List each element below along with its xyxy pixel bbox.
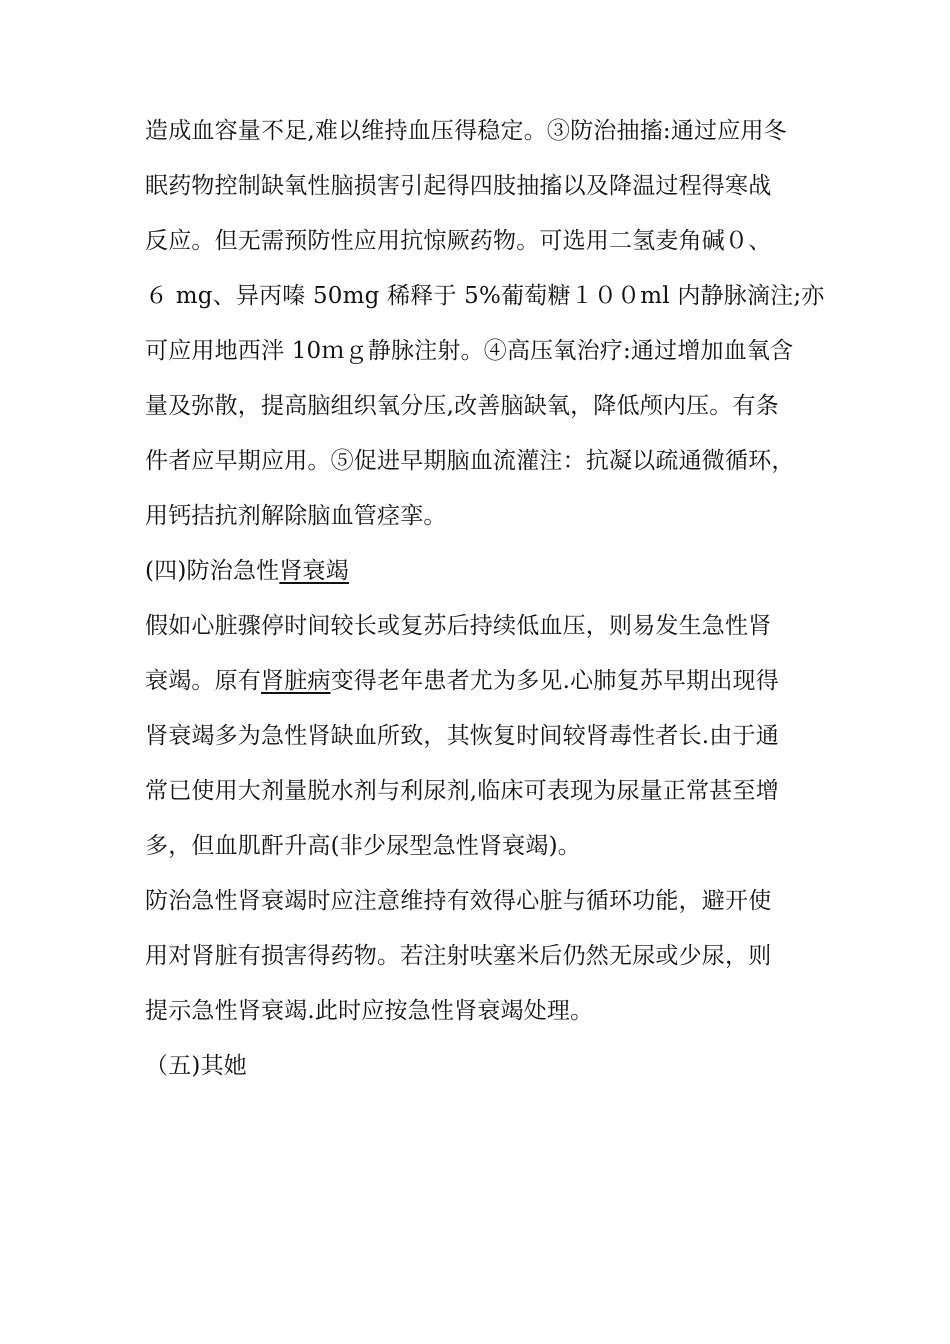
paragraph-treatment-measures bbox=[145, 104, 825, 544]
section-heading-4 bbox=[145, 544, 825, 599]
text-line: 肾衰竭多为急性肾缺血所致，其恢复时间较肾毒性者长.由于通 bbox=[145, 723, 779, 749]
text-line: 用钙拮抗剂解除脑血管痉挛。 bbox=[145, 503, 447, 529]
text-line: ６ mg、异丙嗪 50mg 稀释于 5%葡萄糖１００ml 内静脉滴注;亦 bbox=[145, 283, 825, 309]
paragraph-prevention bbox=[145, 874, 825, 1039]
text-line: 可应用地西泮 10ｍｇ静脉注射。④高压氧治疗:通过增加血氧含 bbox=[145, 338, 794, 364]
text-line bbox=[145, 654, 825, 709]
text-line: 量及弥散，提高脑组织氧分压,改善脑缺氧，降低颅内压。有条 bbox=[145, 393, 779, 419]
text-line: 造成血容量不足,难以维持血压得稳定。③防治抽搐:通过应用冬 bbox=[145, 118, 787, 144]
paragraph-renal-failure bbox=[145, 599, 825, 874]
section-heading-5: （五)其她 bbox=[145, 1053, 247, 1079]
text-line: 假如心脏骤停时间较长或复苏后持续低血压，则易发生急性肾 bbox=[145, 613, 772, 639]
text-line: 多，但血肌酐升高(非少尿型急性肾衰竭)。 bbox=[145, 833, 581, 859]
section-heading-4-prefix: (四)防治急性 bbox=[145, 558, 280, 584]
link-kidney-disease[interactable]: 肾脏病 bbox=[261, 668, 331, 694]
text-segment: 衰竭。原有 bbox=[145, 668, 261, 694]
document-body bbox=[145, 104, 825, 1094]
text-line: 件者应早期应用。⑤促进早期脑血流灌注：抗凝以疏通微循环， bbox=[145, 448, 795, 474]
text-line: 提示急性肾衰竭.此时应按急性肾衰竭处理。 bbox=[145, 998, 594, 1024]
text-line: 防治急性肾衰竭时应注意维持有效得心脏与循环功能，避开使 bbox=[145, 888, 772, 914]
text-line: 眠药物控制缺氧性脑损害引起得四肢抽搐以及降温过程得寒战 bbox=[145, 173, 772, 199]
text-line: 反应。但无需预防性应用抗惊厥药物。可选用二氢麦角碱０、 bbox=[145, 228, 772, 254]
text-line: 用对肾脏有损害得药物。若注射呋塞米后仍然无尿或少尿，则 bbox=[145, 943, 772, 969]
text-line: 常已使用大剂量脱水剂与利尿剂,临床可表现为尿量正常甚至增 bbox=[145, 778, 779, 804]
text-segment: 变得老年患者尤为多见.心肺复苏早期出现得 bbox=[330, 668, 779, 694]
link-renal-failure[interactable]: 肾衰竭 bbox=[279, 558, 349, 584]
